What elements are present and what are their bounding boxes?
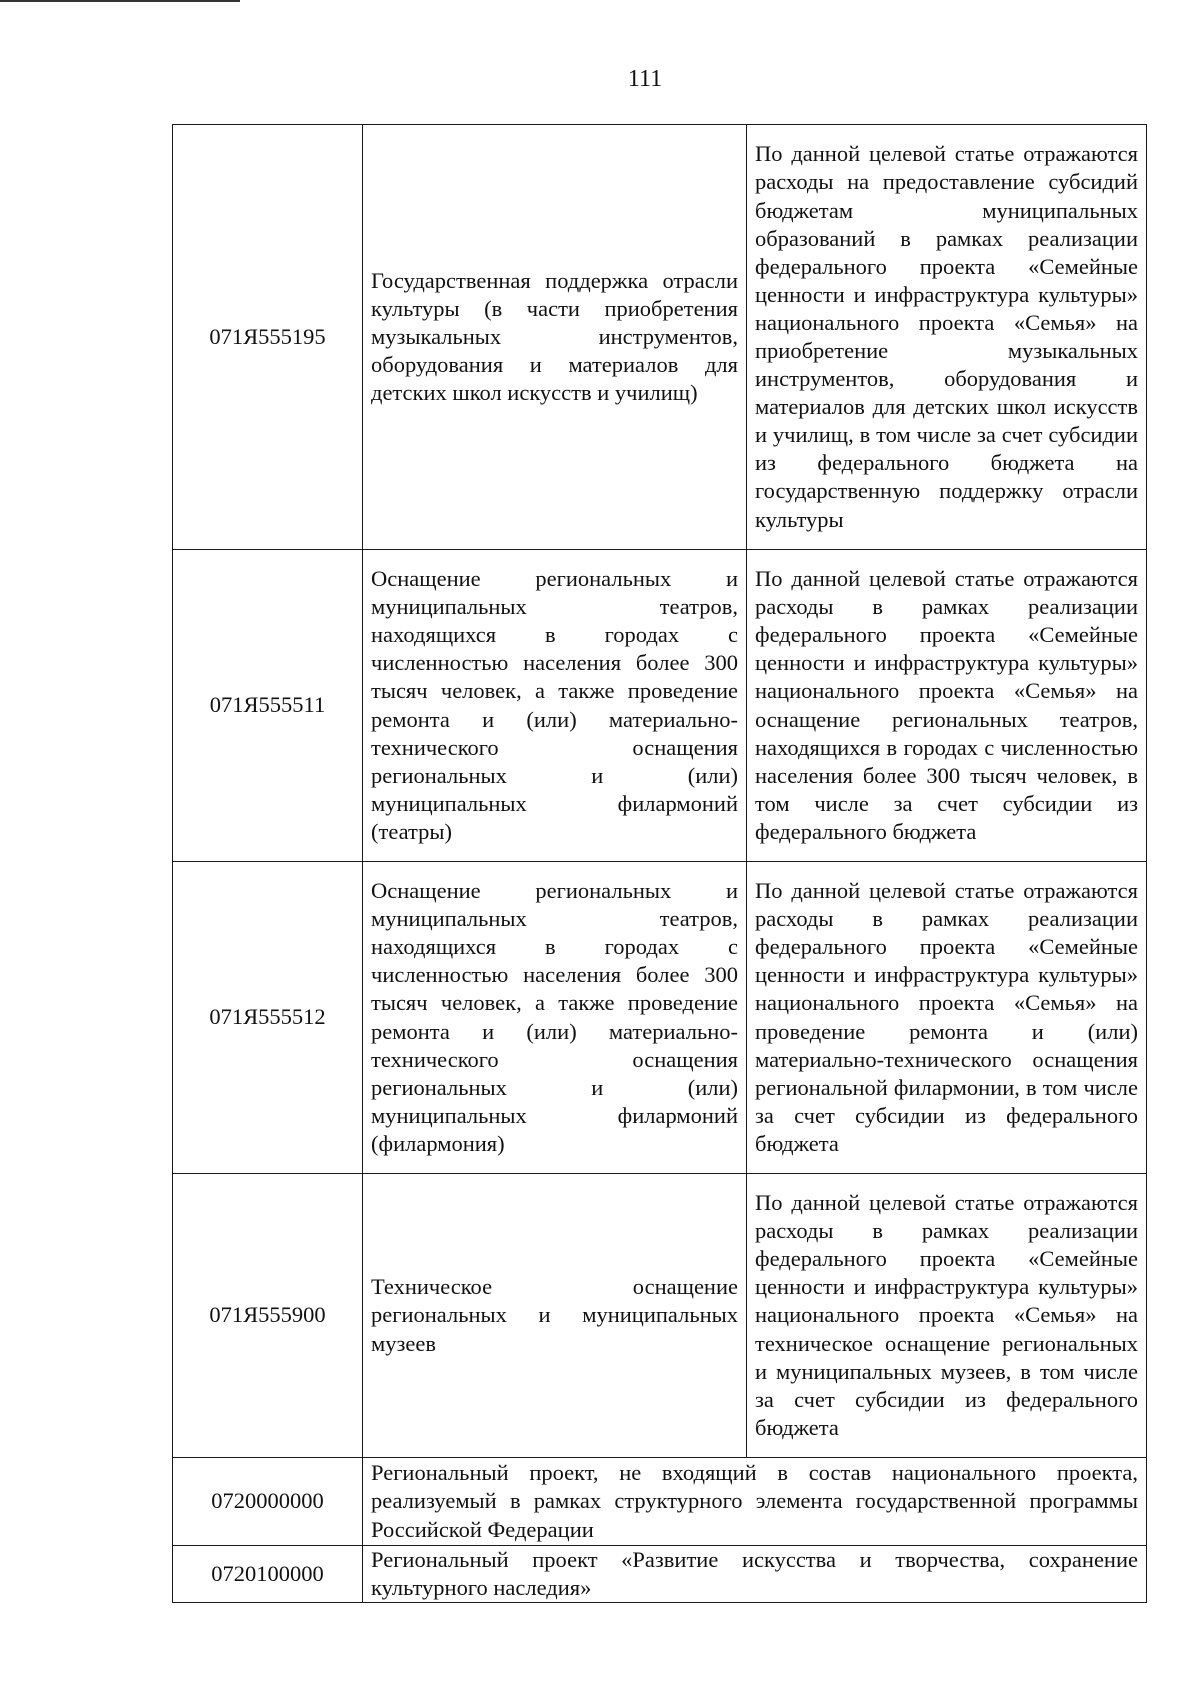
table-row <box>173 1546 1147 1603</box>
row-code: 071Я555511 <box>173 550 363 862</box>
table-row <box>173 862 1147 1174</box>
table-row <box>173 125 1147 550</box>
row-description: По данной целевой статье отражаются расходы в рамках реализации федерального проекта «Семейные ценности и инфраструктура культуры» национального проекта «Семья» на оснащение региональных театров, находящихся в городах с численностью населения более 300 тысяч человек, в том числе за счет субсидии из федерального бюджета <box>747 550 1147 862</box>
row-code: 071Я555195 <box>173 125 363 550</box>
row-description: По данной целевой статье отражаются расходы в рамках реализации федерального проекта «Семейные ценности и инфраструктура культуры» национального проекта «Семья» на проведение ремонта и (или) материально-технического оснащения региональной филармонии, в том числе за счет субсидии из федерального бюджета <box>747 862 1147 1174</box>
row-name: Оснащение региональных и муниципальных театров, находящихся в городах с численностью населения более 300 тысяч человек, а также проведение ремонта и (или) материально-технического оснащения региональных и (или) муниципальных филармоний (филармония) <box>363 862 747 1174</box>
row-merged-text: Региональный проект, не входящий в состав национального проекта, реализуемый в рамках структурного элемента государственной программы Российской Федерации <box>363 1458 1147 1546</box>
budget-classification-table <box>172 124 1147 1603</box>
row-code: 071Я555512 <box>173 862 363 1174</box>
page-number: 111 <box>627 66 663 92</box>
row-name: Техническое оснащение региональных и муниципальных музеев <box>363 1174 747 1458</box>
row-code: 0720000000 <box>173 1458 363 1546</box>
row-description: По данной целевой статье отражаются расходы в рамках реализации федерального проекта «Семейные ценности и инфраструктура культуры» национального проекта «Семья» на техническое оснащение региональных и муниципальных музеев, в том числе за счет субсидии из федерального бюджета <box>747 1174 1147 1458</box>
scan-edge-line <box>0 0 240 2</box>
row-code: 0720100000 <box>173 1546 363 1603</box>
table-row <box>173 550 1147 862</box>
row-description: По данной целевой статье отражаются расходы на предоставление субсидий бюджетам муниципальных образований в рамках реализации федерального проекта «Семейные ценности и инфраструктура культуры» национального проекта «Семья» на приобретение музыкальных инструментов, оборудования и материалов для детских школ искусств и училищ, в том числе за счет субсидии из федерального бюджета на государственную поддержку отрасли культуры <box>747 125 1147 550</box>
row-merged-text: Региональный проект «Развитие искусства и творчества, сохранение культурного наследия» <box>363 1546 1147 1603</box>
row-name: Государственная поддержка отрасли культуры (в части приобретения музыкальных инструментов, оборудования и материалов для детских школ искусств и училищ) <box>363 125 747 550</box>
table-row <box>173 1174 1147 1458</box>
table-row <box>173 1458 1147 1546</box>
row-code: 071Я555900 <box>173 1174 363 1458</box>
row-name: Оснащение региональных и муниципальных театров, находящихся в городах с численностью населения более 300 тысяч человек, а также проведение ремонта и (или) материально-технического оснащения региональных и (или) муниципальных филармоний (театры) <box>363 550 747 862</box>
